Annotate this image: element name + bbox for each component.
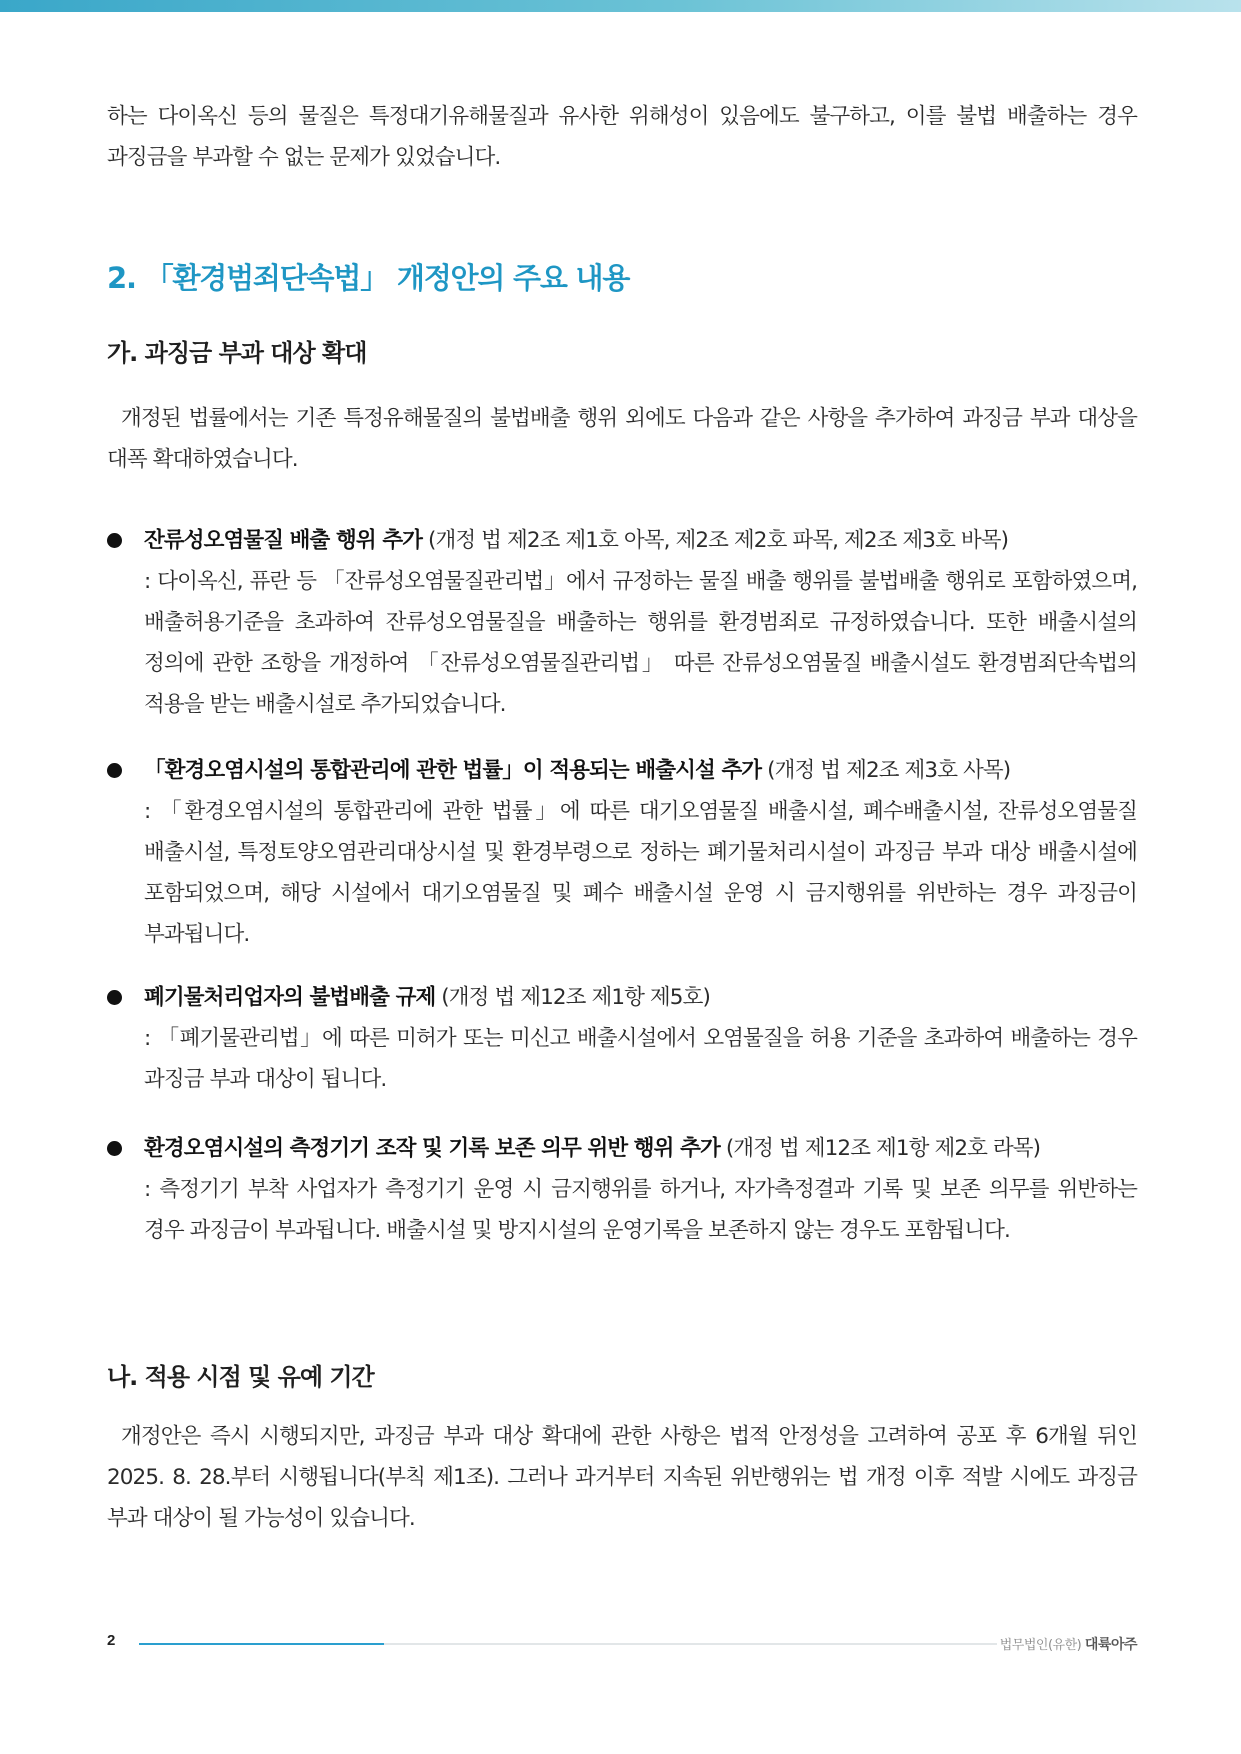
section-title: 2. 「환경범죄단속법」 개정안의 주요 내용 [107,261,630,295]
subsection-b-paragraph: 개정안은 즉시 시행되지만, 과징금 부과 대상 확대에 관한 사항은 법적 안정성을 고려하여 공포 후 6개월 뒤인 2025. 8. 28.부터 시행됩니다(부칙 제1조). 그러나 과거부터 지속된 위반행위는 법 개정 이후 적발 시에도 과징금 부과 대상이 될 가능성이 있습니다. [107,1424,1137,1531]
intro-block [107,96,1137,178]
firm-prefix: 법무법인(유한) [999,1638,1082,1653]
list-item-reference: (개정 법 제2조 제1호 아목, 제2조 제2호 파목, 제2조 제3호 바목) [428,528,1009,553]
page-footer [107,1632,1137,1654]
subsection-a-title: 가. 과징금 부과 대상 확대 [107,339,367,367]
list-item-title: 폐기물처리업자의 불법배출 규제 [144,985,436,1010]
list-item-title: 잔류성오염물질 배출 행위 추가 [144,528,423,553]
subsection-a-paragraph: 개정된 법률에서는 기존 특정유해물질의 불법배출 행위 외에도 다음과 같은 사항을 추가하여 과징금 부과 대상을 대폭 확대하였습니다. [107,406,1137,472]
top-accent-bar [0,0,1241,12]
list-item-heading [144,750,1137,791]
list-item-description: : 「환경오염시설의 통합관리에 관한 법률」에 따른 대기오염물질 배출시설, 폐수배출시설, 잔류성오염물질 배출시설, 특정토양오염관리대상시설 및 환경부령으로 정하는 폐기물처리시설이 과징금 부과 대상 배출시설에 포함되었으며, 해당 시설에서 대기오염물질 및 폐수 배출시설 운영 시 금지행위를 위반하는 경우 과징금이 부과됩니다. [144,799,1137,947]
subsection-b-body [107,1416,1137,1539]
list-item-title: 환경오염시설의 측정기기 조작 및 기록 보존 의무 위반 행위 추가 [144,1136,720,1161]
subsection-a-intro [107,398,1137,480]
list-item-description: : 「폐기물관리법」에 따른 미허가 또는 미신고 배출시설에서 오염물질을 허용 기준을 초과하여 배출하는 경우 과징금 부과 대상이 됩니다. [144,1026,1137,1092]
list-item-reference: (개정 법 제12조 제1항 제2호 라목) [725,1136,1041,1161]
list-item-reference: (개정 법 제12조 제1항 제5호) [441,985,710,1010]
list-item-reference: (개정 법 제2조 제3호 사목) [767,758,1011,783]
bullet-icon [107,1141,122,1156]
list-item [107,977,1137,1100]
list-item-description: : 측정기기 부착 사업자가 측정기기 운영 시 금지행위를 하거나, 자가측정결과 기록 및 보존 의무를 위반하는 경우 과징금이 부과됩니다. 배출시설 및 방지시설의 운영기록을 보존하지 않는 경우도 포함됩니다. [144,1177,1137,1243]
list-item [107,750,1137,955]
list-item [107,520,1137,725]
firm-name: 대륙아주 [1084,1637,1137,1653]
footer-divider [139,1643,997,1645]
list-item-heading [144,1128,1137,1169]
list-item-heading [144,520,1137,561]
intro-paragraph: 하는 다이옥신 등의 물질은 특정대기유해물질과 유사한 위해성이 있음에도 불구하고, 이를 불법 배출하는 경우 과징금을 부과할 수 없는 문제가 있었습니다. [107,104,1137,170]
list-item-title: 「환경오염시설의 통합관리에 관한 법률」이 적용되는 배출시설 추가 [144,758,762,783]
firm-label [1000,1634,1137,1654]
bullet-icon [107,533,122,548]
bullet-icon [107,763,122,778]
subsection-b-title: 나. 적용 시점 및 유예 기간 [107,1363,374,1391]
page-number: 2 [107,1632,116,1649]
list-item-heading [144,977,1137,1018]
bullet-icon [107,990,122,1005]
list-item [107,1128,1137,1251]
footer-divider-accent [139,1643,384,1645]
list-item-description: : 다이옥신, 퓨란 등 「잔류성오염물질관리법」에서 규정하는 물질 배출 행위를 불법배출 행위로 포함하였으며, 배출허용기준을 초과하여 잔류성오염물질을 배출하는 행위를 환경범죄로 규정하였습니다. 또한 배출시설의 정의에 관한 조항을 개정하여 「잔류성오염물질관리법」 따른 잔류성오염물질 배출시설도 환경범죄단속법의 적용을 받는 배출시설로 추가되었습니다. [144,569,1137,717]
